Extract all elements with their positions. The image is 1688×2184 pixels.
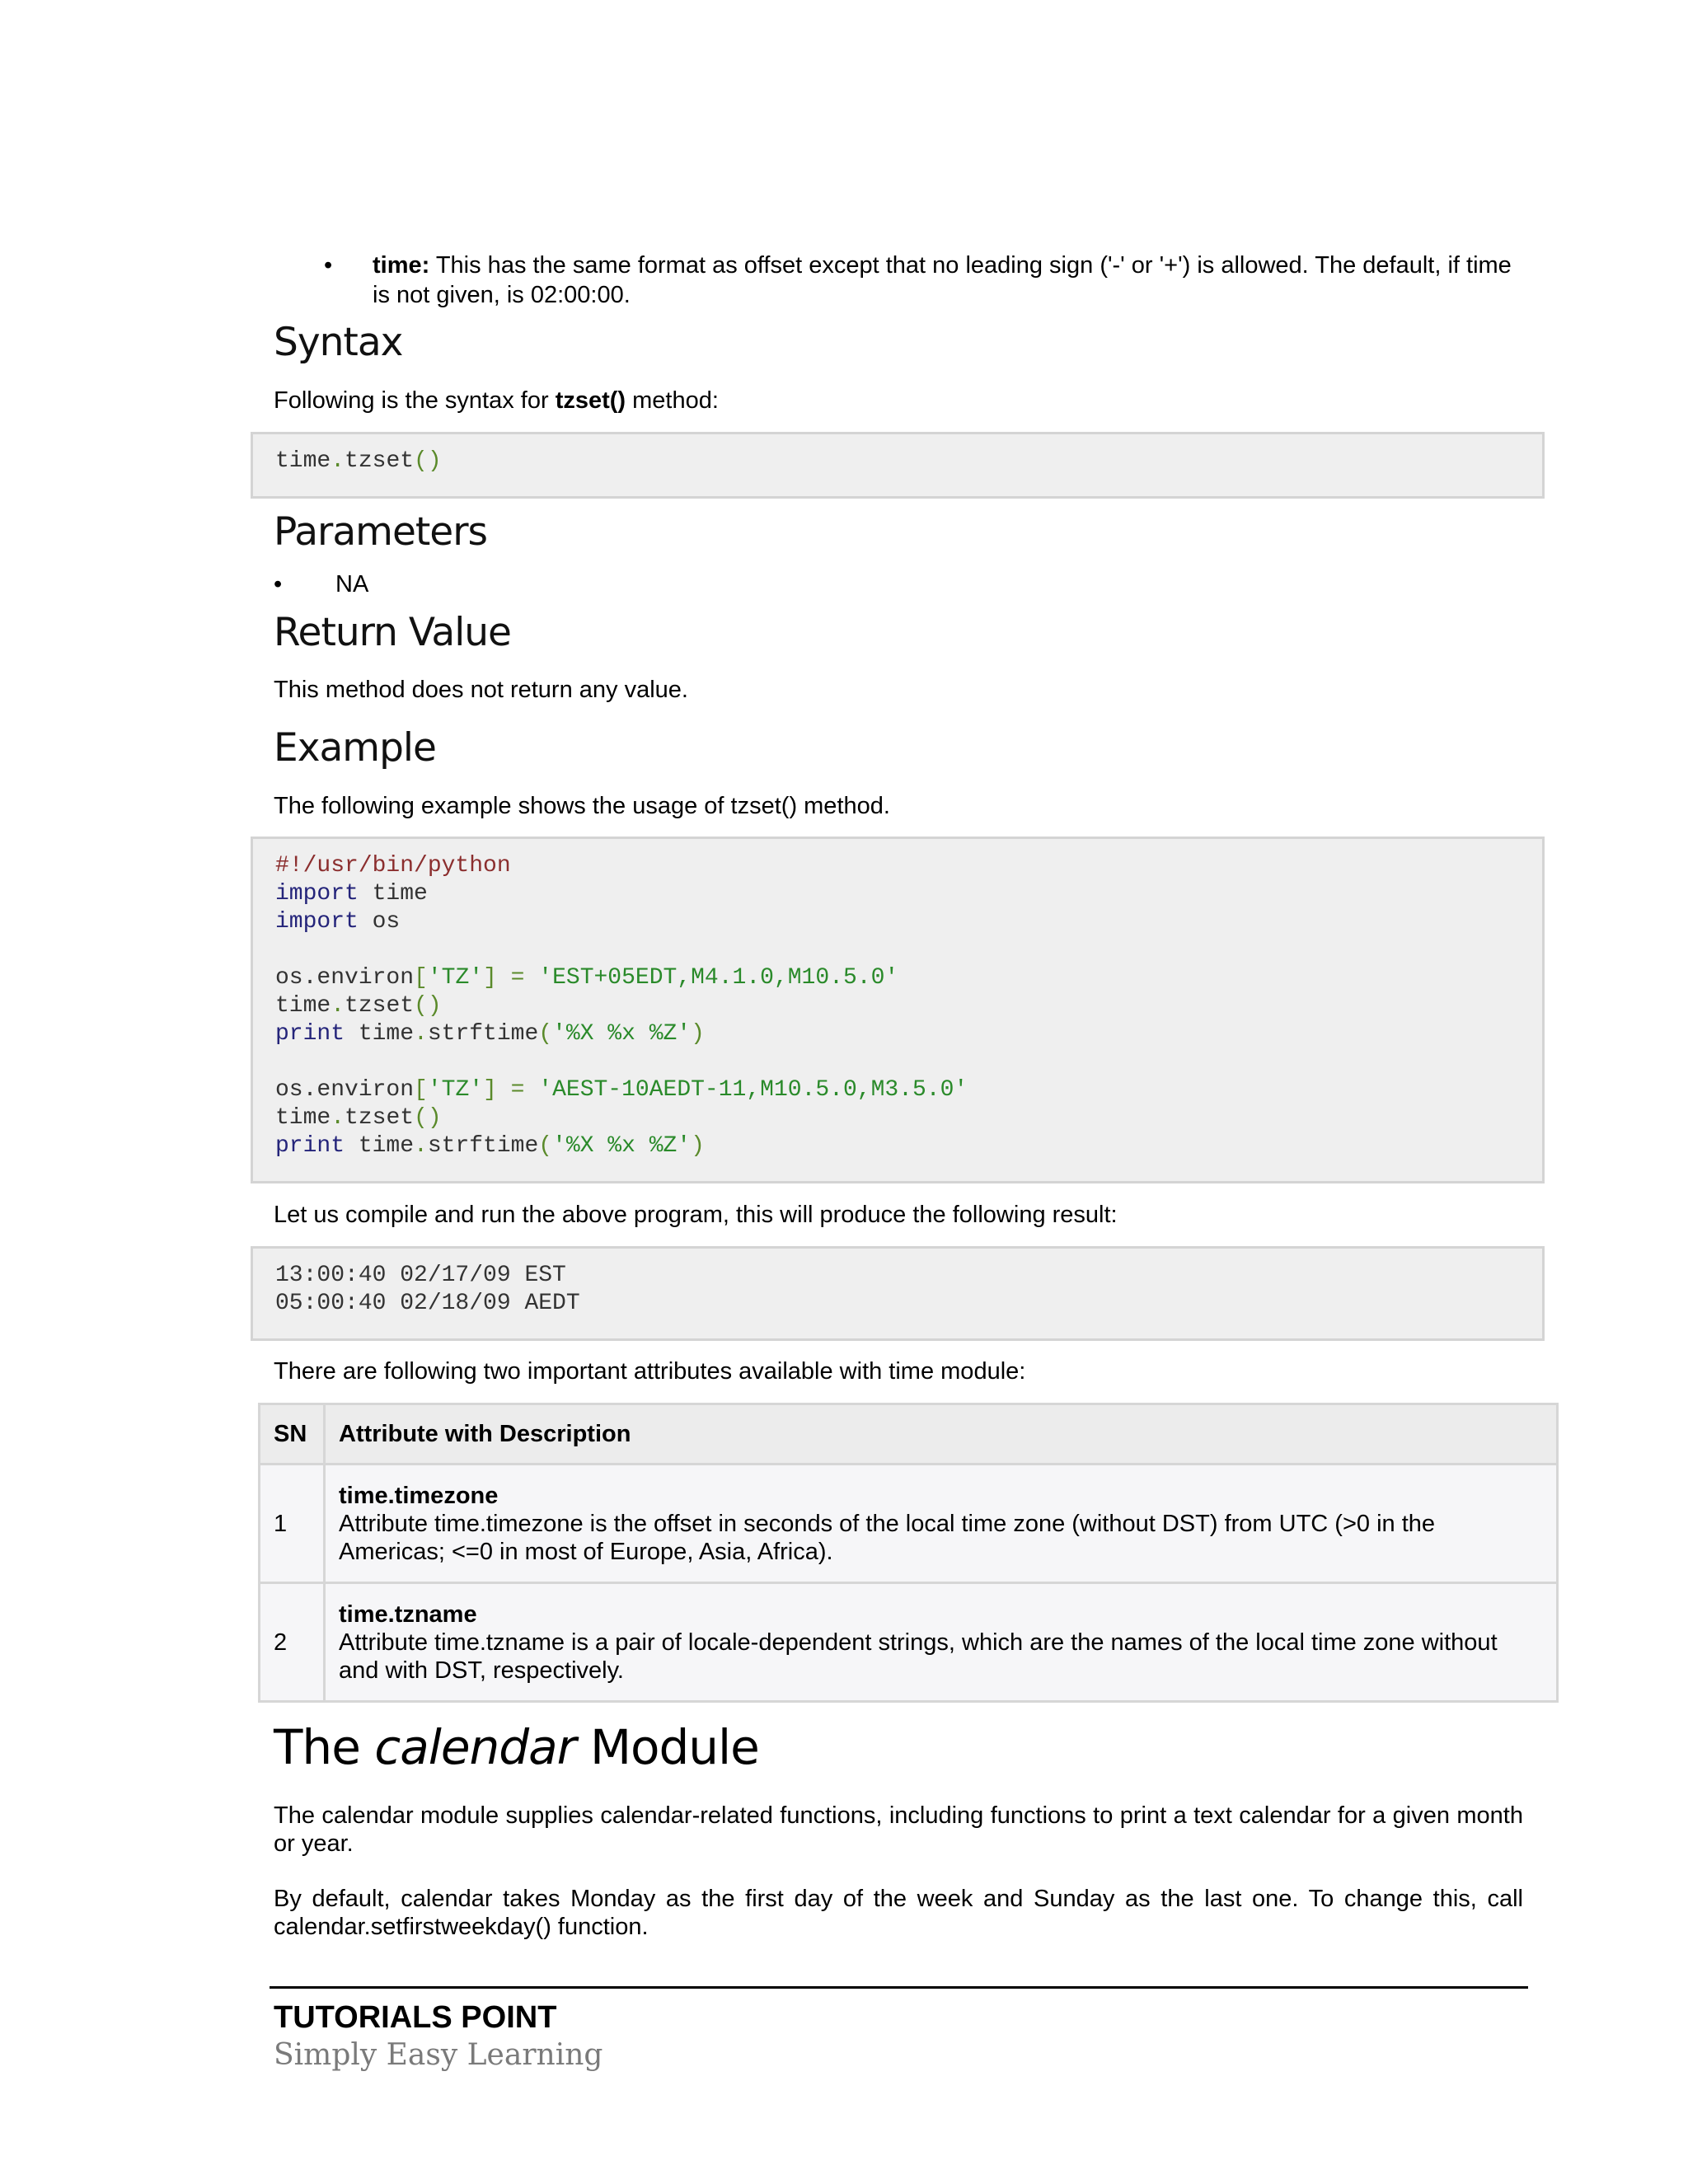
calendar-paragraph-2: By default, calendar takes Monday as the first day of the week and Sunday as the last one. To change this, call calendar.setfirstweekday() function. — [274, 1886, 1523, 1940]
row-sn: 1 — [260, 1465, 325, 1583]
code-keyword: import — [275, 881, 359, 907]
code-token: [ — [414, 1077, 428, 1103]
code-token: time — [275, 993, 331, 1019]
code-token: . — [331, 1105, 345, 1131]
code-token: time — [275, 1105, 331, 1131]
code-token: ) — [691, 1021, 705, 1047]
code-token: os — [358, 909, 401, 935]
bullet-term: time: — [373, 252, 430, 279]
code-token: ( — [538, 1021, 553, 1047]
code-token: = — [496, 1077, 539, 1103]
attribute-description: Attribute time.tzname is a pair of locale-dependent strings, which are the names of the local time zone without and with DST, respectively. — [339, 1629, 1498, 1684]
code-token: () — [414, 448, 442, 474]
code-token: [ — [414, 965, 428, 991]
code-token: time — [358, 881, 428, 907]
heading-part: Module — [575, 1719, 759, 1775]
example-code-block — [251, 837, 1545, 1183]
attributes-intro: There are following two important attributes available with time module: — [274, 1358, 1026, 1385]
code-keyword: print — [275, 1133, 345, 1159]
code-token: time — [275, 448, 331, 474]
code-string: '%X %x %Z' — [552, 1133, 692, 1159]
code-token: os.environ — [275, 1077, 415, 1103]
attributes-table — [258, 1403, 1559, 1703]
code-shebang: #!/usr/bin/python — [275, 853, 511, 879]
syntax-intro — [274, 387, 1523, 415]
code-token: ( — [538, 1133, 553, 1159]
output-line: 13:00:40 02/17/09 EST — [275, 1263, 566, 1288]
code-token: strftime — [427, 1133, 539, 1159]
code-token: . — [414, 1021, 428, 1047]
footer-tagline: Simply Easy Learning — [274, 2038, 603, 2072]
syntax-intro-end: method: — [626, 387, 719, 414]
code-token: ) — [691, 1133, 705, 1159]
code-token: ] — [483, 1077, 497, 1103]
code-string: 'TZ' — [427, 1077, 484, 1103]
code-token: os.environ — [275, 965, 415, 991]
code-token: . — [414, 1133, 428, 1159]
heading-syntax: Syntax — [274, 320, 403, 365]
syntax-intro-text: Following is the syntax for — [274, 387, 556, 414]
output-block — [251, 1246, 1545, 1341]
bullet-description: This has the same format as offset except that no leading sign ('-' or '+') is allowed. The default, if time is not given, is 02:00:00. — [373, 252, 1512, 308]
code-token: time — [345, 1133, 415, 1159]
return-value-text: This method does not return any value. — [274, 677, 688, 703]
attribute-description: Attribute time.timezone is the offset in seconds of the local time zone (without DST) from UTC (>0 in the Americas; <=0 in most of Europe, Asia, Africa). — [339, 1510, 1436, 1565]
code-string: 'AEST-10AEDT-11,M10.5.0,M3.5.0' — [538, 1077, 968, 1103]
table-row — [260, 1465, 1558, 1583]
attribute-name: time.tzname — [339, 1601, 477, 1628]
syntax-code-block — [251, 432, 1545, 499]
footer-divider — [270, 1986, 1528, 1989]
row-description — [325, 1465, 1558, 1583]
code-token: tzset — [345, 993, 415, 1019]
code-token: . — [331, 993, 345, 1019]
bullet-text — [373, 251, 1527, 310]
code-string: 'TZ' — [427, 965, 484, 991]
table-row — [260, 1583, 1558, 1702]
syntax-intro-method: tzset() — [555, 387, 626, 414]
code-string: '%X %x %Z' — [552, 1021, 692, 1047]
column-header-sn: SN — [260, 1404, 325, 1465]
code-string: 'EST+05EDT,M4.1.0,M10.5.0' — [538, 965, 899, 991]
bullet-time — [324, 251, 1527, 310]
heading-part-italic: calendar — [374, 1719, 576, 1775]
code-token: ] — [483, 965, 497, 991]
code-token: strftime — [427, 1021, 539, 1047]
heading-calendar-module — [274, 1718, 759, 1776]
calendar-paragraph-1: The calendar module supplies calendar-related functions, including functions to print a text calendar for a given month or year. — [274, 1802, 1523, 1857]
code-token: . — [331, 448, 345, 474]
code-token: = — [496, 965, 539, 991]
result-intro: Let us compile and run the above program, this will produce the following result: — [274, 1202, 1118, 1228]
bullet-dot: • — [274, 571, 283, 598]
heading-part: The — [274, 1719, 375, 1775]
code-token: () — [414, 993, 442, 1019]
code-keyword: import — [275, 909, 359, 935]
code-token: () — [414, 1105, 442, 1131]
bullet-dot: • — [324, 252, 333, 279]
column-header-description: Attribute with Description — [325, 1404, 1558, 1465]
attribute-name: time.timezone — [339, 1482, 499, 1509]
heading-return-value: Return Value — [274, 610, 511, 655]
output-line: 05:00:40 02/18/09 AEDT — [275, 1291, 580, 1316]
footer-brand: TUTORIALS POINT — [274, 2000, 557, 2035]
code-token: tzset — [345, 448, 415, 474]
heading-parameters: Parameters — [274, 509, 488, 555]
code-keyword: print — [275, 1021, 345, 1047]
table-header-row — [260, 1404, 1558, 1465]
code-token: tzset — [345, 1105, 415, 1131]
parameter-text: NA — [335, 571, 369, 598]
code-token: time — [345, 1021, 415, 1047]
row-description — [325, 1583, 1558, 1702]
row-sn: 2 — [260, 1583, 325, 1702]
heading-example: Example — [274, 725, 436, 771]
example-intro: The following example shows the usage of tzset() method. — [274, 793, 890, 819]
